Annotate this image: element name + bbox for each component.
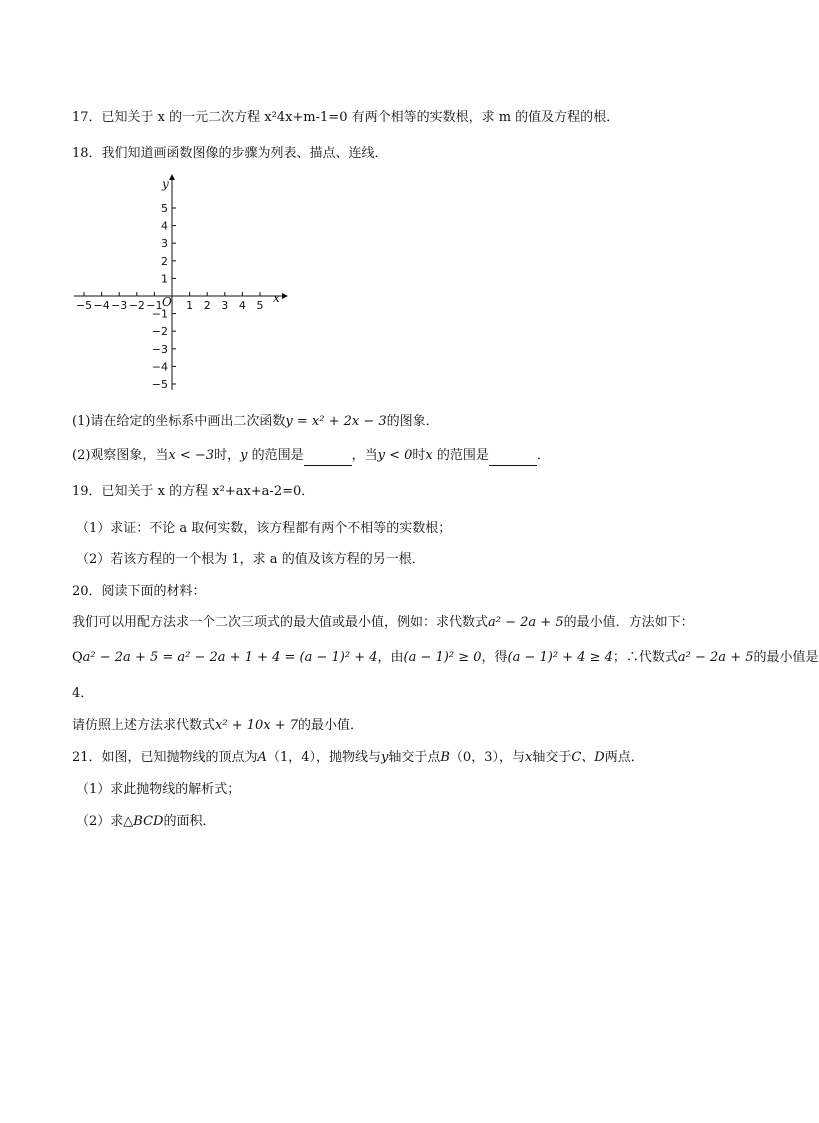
question-19-part-1: （1）求证：不论 a 取何实数，该方程都有两个不相等的实数根； [76, 521, 452, 536]
question-21-part-2: （2）求△BCD的面积． [76, 814, 216, 829]
x-tick-label: −2 [128, 299, 145, 312]
question-17: 17．已知关于 x 的一元二次方程 x²4x+m-1=0 有两个相等的实数根，求 m 的值及方程的根． [72, 110, 620, 125]
y-tick-label: −4 [151, 360, 168, 374]
x-axis-label: x [273, 291, 280, 305]
answer-blank-2[interactable] [489, 452, 537, 466]
y-tick-label: 5 [161, 202, 168, 215]
x-tick-label: −4 [93, 299, 110, 312]
x-tick-label: −5 [75, 299, 93, 312]
question-21-part-1: （1）求此抛物线的解析式； [76, 782, 241, 797]
x-tick-label: 3 [221, 299, 229, 312]
y-tick-label: −2 [151, 325, 168, 339]
x-tick-label: −1 [146, 299, 163, 312]
question-20-title: 20．阅读下面的材料： [72, 584, 206, 599]
question-18-part-1: (1)请在给定的坐标系中画出二次函数y = x² + 2x − 3的图象． [72, 414, 439, 429]
question-18-part-2: (2)观察图象，当x < −3时，y 的范围是 ，当y < 0时x 的范围是 ． [72, 446, 754, 466]
x-tick-label: 5 [256, 299, 264, 312]
x-tick-label: 4 [238, 299, 246, 312]
question-18-intro: 18．我们知道画函数图像的步骤为列表、描点、连线． [72, 146, 388, 161]
question-19-part-2: （2）若该方程的一个根为 1，求 a 的值及该方程的另一根． [76, 552, 425, 567]
formula-quadratic: y = x² + 2x − 3 [285, 414, 387, 429]
x-axis-arrow [282, 293, 288, 299]
question-20-paragraph-3: 4． [72, 686, 94, 701]
y-tick-label: −1 [151, 307, 168, 321]
question-21: 21．如图，已知抛物线的顶点为A（1，4），抛物线与y轴交于点B（0，3），与x轴交于C、D两点． [72, 750, 644, 765]
y-tick-label: 1 [161, 272, 168, 286]
y-axis-label: y [162, 177, 169, 191]
question-19: 19．已知关于 x 的方程 x²+ax+a-2=0． [72, 484, 315, 499]
y-tick-label: −5 [151, 378, 168, 391]
y-tick-label: 4 [161, 219, 168, 233]
y-axis-arrow [169, 174, 175, 180]
question-20-paragraph-1: 我们可以用配方法求一个二次三项式的最大值或最小值，例如：求代数式a² − 2a + 5的最小值．方法如下： [72, 615, 694, 630]
question-20-paragraph-4: 请仿照上述方法求代数式x² + 10x + 7的最小值． [72, 718, 364, 733]
x-tick-label: −3 [111, 299, 128, 312]
coordinate-plane [66, 172, 291, 394]
x-tick-label: 1 [186, 299, 194, 312]
x-tick-label: 2 [203, 299, 211, 312]
origin-label: O [162, 295, 172, 309]
y-tick-label: −3 [151, 342, 168, 356]
answer-blank-1[interactable] [304, 452, 352, 466]
y-tick-label: 3 [161, 237, 168, 251]
question-20-paragraph-2: Qa² − 2a + 5 = a² − 2a + 1 + 4 = (a − 1)² + 4，由(a − 1)² ≥ 0，得(a − 1)² + 4 ≥ 4；∴代数式a² − 2a + 5的最小值是 [72, 650, 819, 665]
y-tick-label: 2 [161, 254, 168, 268]
